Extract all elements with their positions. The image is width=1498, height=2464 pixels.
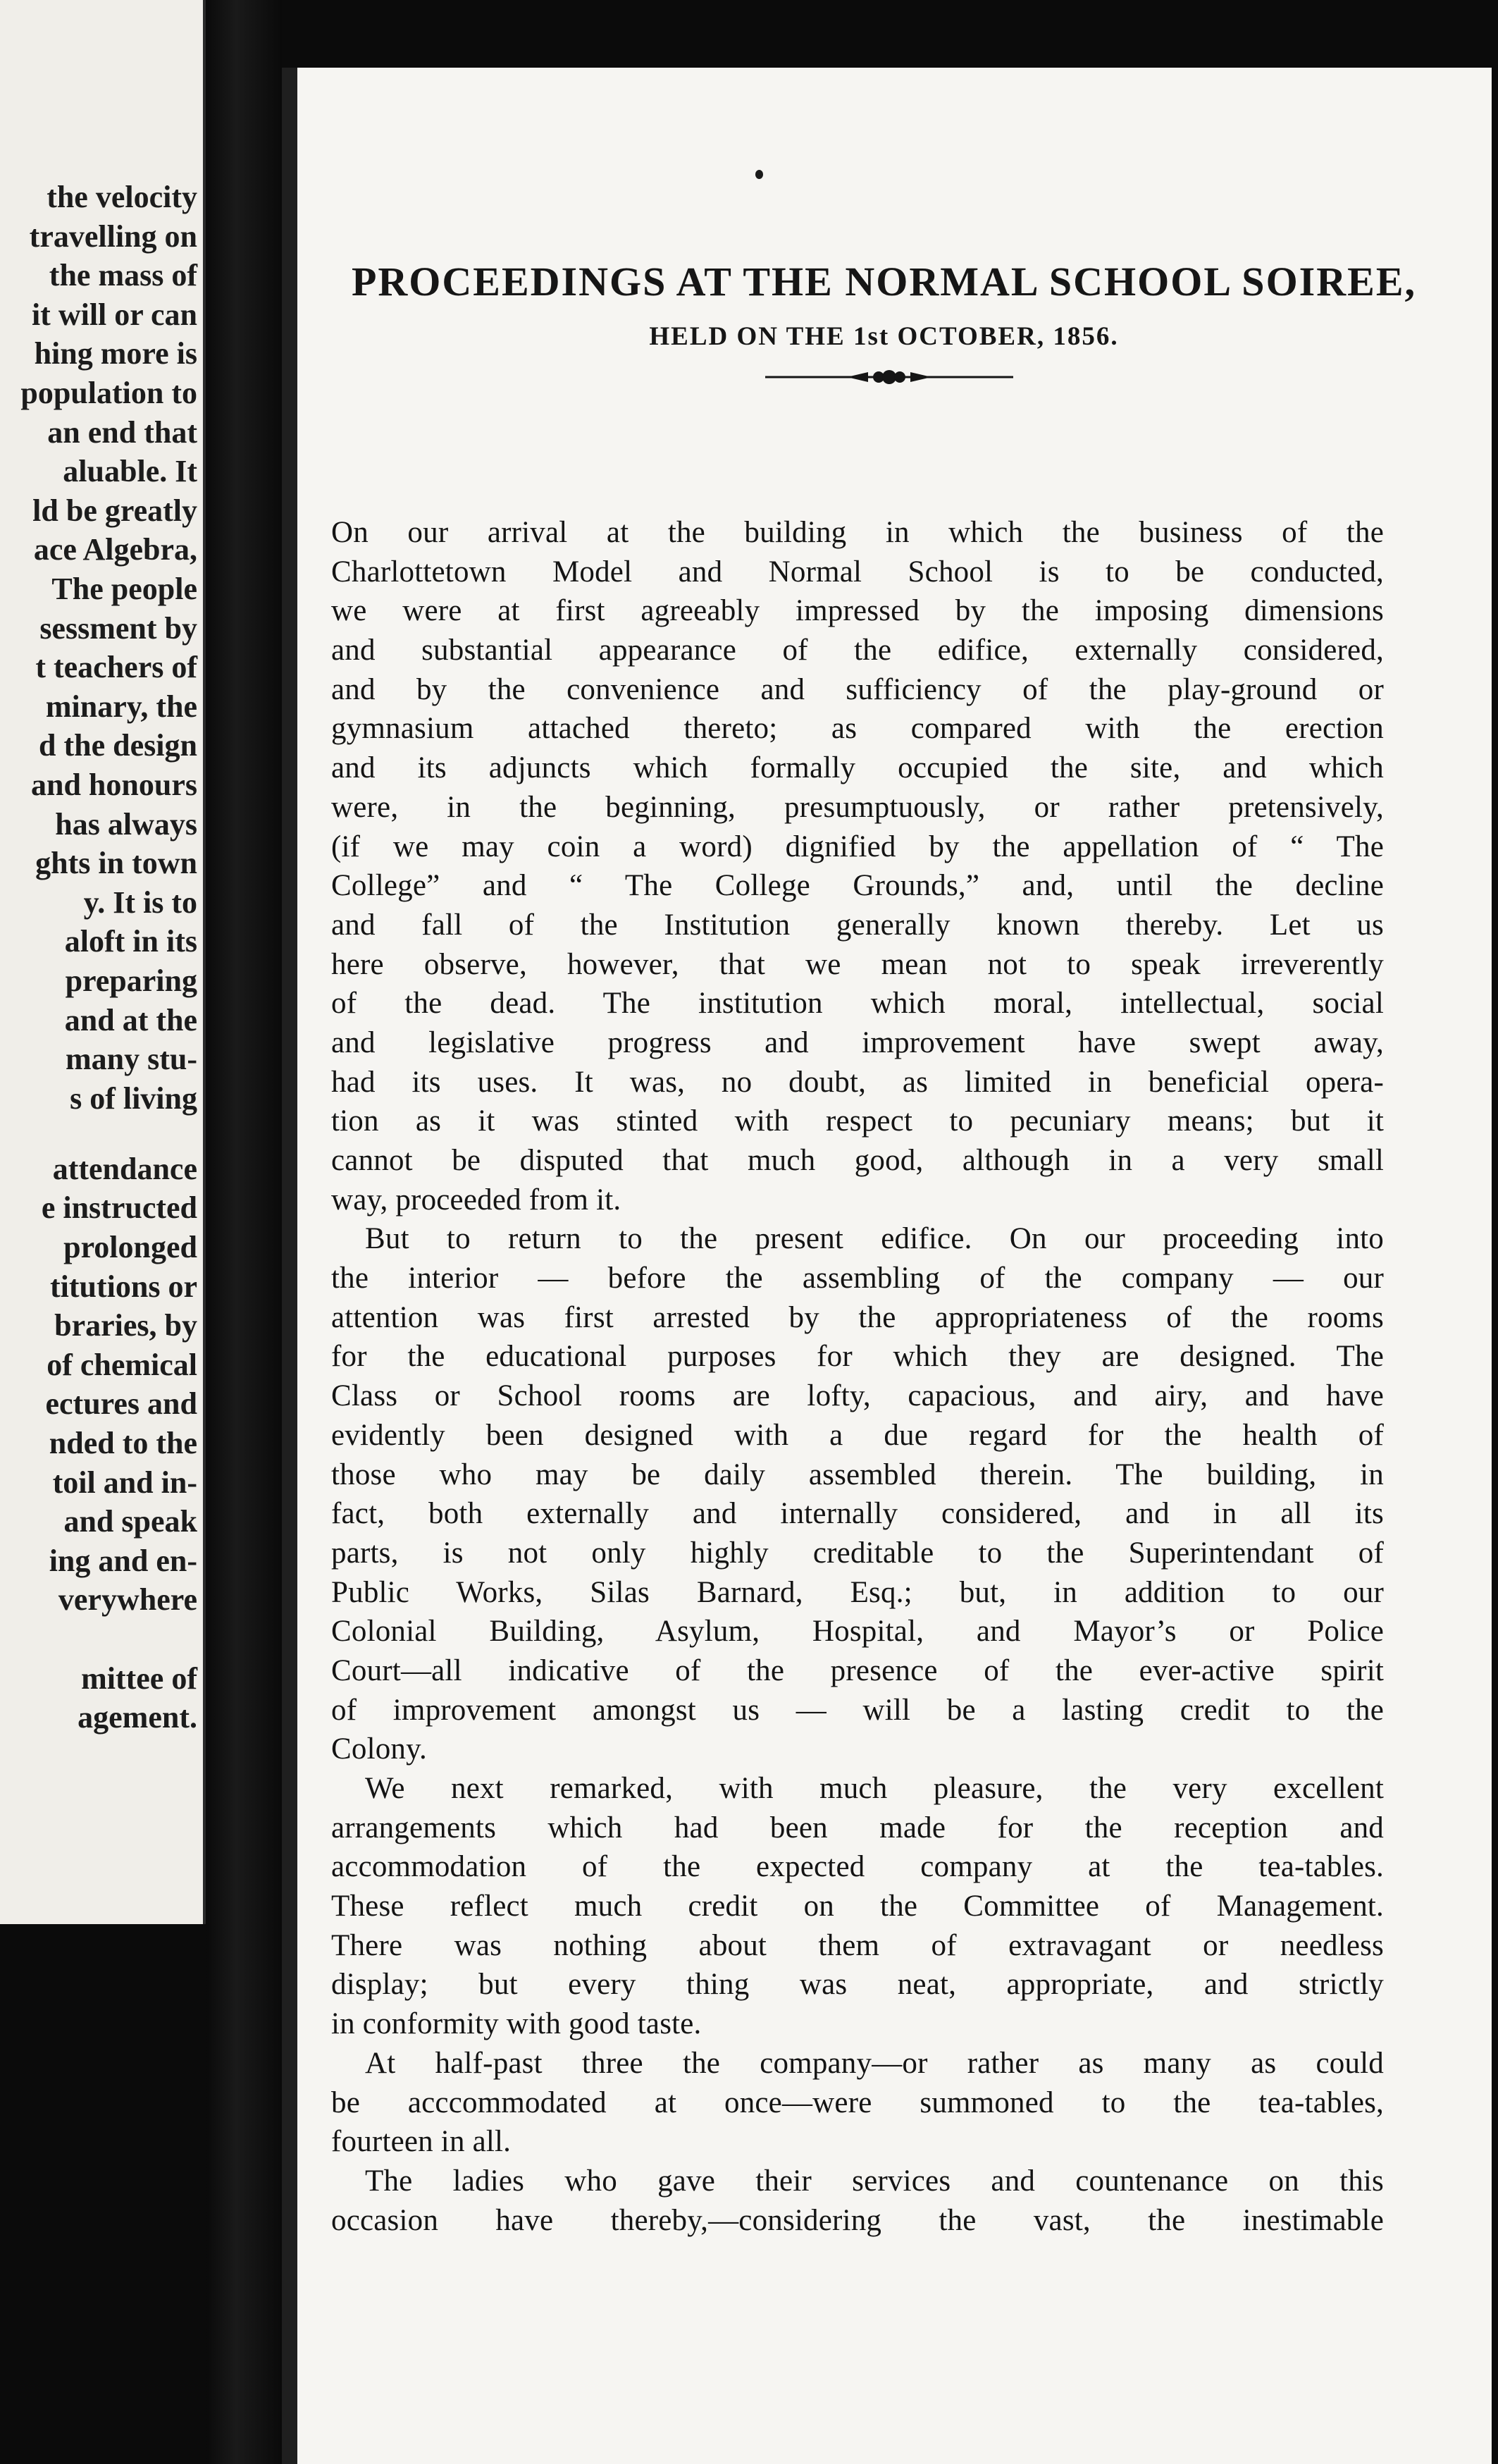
body-line: we were at first agreeably impressed by the imposing dimensions [331, 594, 1384, 628]
body-line: tion as it was stinted with respect to pecuniary means; but it [331, 1104, 1384, 1138]
left-page-line: the velocity [47, 180, 197, 214]
left-page-line: aluable. It [63, 454, 197, 489]
body-line: fourteen in all. [331, 2125, 512, 2159]
left-page-line: an end that [47, 414, 197, 450]
left-page-line: prolonged [63, 1230, 197, 1265]
body-line: in conformity with good taste. [331, 2007, 702, 2041]
body-line: attention was first arrested by the appropriateness of the rooms [331, 1300, 1384, 1334]
left-page-line: s of living [70, 1080, 197, 1116]
left-page-line: minary, the [45, 689, 197, 724]
body-line: and its adjuncts which formally occupied the site, and which [331, 751, 1384, 785]
body-line: parts, is not only highly creditable to the Superintendant of [331, 1536, 1384, 1570]
body-line: But to return to the present edifice. On our proceeding into [365, 1222, 1384, 1256]
left-page-line: titutions or [50, 1269, 197, 1304]
body-line: display; but every thing was neat, appropriate, and strictly [331, 1968, 1384, 2002]
body-line: evidently been designed with a due regard for the health of [331, 1418, 1384, 1452]
body-line: and fall of the Institution generally known thereby. Let us [331, 908, 1384, 942]
body-line: the interior — before the assembling of the company — our [331, 1262, 1384, 1295]
left-page-line: and honours [30, 768, 197, 802]
body-line: Charlottetown Model and Normal School is to be conducted, [331, 555, 1384, 589]
left-page-line: aloft in its [64, 924, 197, 959]
body-line: There was nothing about them of extravagant or needless [331, 1928, 1384, 1962]
left-page-line: the mass of [49, 258, 197, 293]
left-page-line: of chemical [47, 1347, 197, 1382]
left-page-line: toil and in- [52, 1465, 197, 1500]
body-line: those who may be daily assembled therein. The building, in [331, 1458, 1384, 1491]
body-line: for the educational purposes for which they are designed. The [331, 1340, 1384, 1374]
left-page-line: many stu- [65, 1042, 197, 1077]
left-page-line: and speak [63, 1504, 197, 1539]
body-line: and substantial appearance of the edifice, externally considered, [331, 634, 1384, 667]
body-line: had its uses. It was, no doubt, as limited in beneficial opera- [331, 1065, 1384, 1099]
left-page-line: braries, by [54, 1308, 197, 1343]
body-line: On our arrival at the building in which the business of the [331, 516, 1384, 549]
left-page-line: it will or can [31, 297, 197, 332]
body-line: gymnasium attached thereto; as compared with the erection [331, 712, 1384, 746]
ink-dot [755, 170, 763, 179]
book-gutter [206, 0, 282, 2464]
left-page-line: hing more is [34, 336, 197, 371]
body-line: way, proceeded from it. [331, 1183, 621, 1216]
left-page-line: The people [51, 572, 197, 606]
body-line: Class or School rooms are lofty, capacious, and airy, and have [331, 1379, 1384, 1413]
body-line: cannot be disputed that much good, although in a very small [331, 1144, 1384, 1177]
body-line: fact, both externally and internally considered, and in all its [331, 1497, 1384, 1531]
body-line: and legislative progress and improvement have swept away, [331, 1025, 1384, 1059]
body-line: The ladies who gave their services and countenance on this [365, 2164, 1384, 2198]
left-page-line: nded to the [49, 1426, 197, 1461]
body-line: here observe, however, that we mean not to speak irreverently [331, 947, 1384, 981]
left-page-line: e instructed [41, 1190, 197, 1226]
body-line: Court—all indicative of the presence of the ever-active spirit [331, 1653, 1384, 1687]
left-page-line: t teachers of [35, 650, 197, 685]
left-page-line: has always [55, 806, 197, 842]
main-page [282, 68, 1492, 2464]
left-page-line: population to [20, 376, 197, 410]
body-line: occasion have thereby,—considering the vast, the inestimable [331, 2203, 1384, 2237]
body-line: College” and “ The College Grounds,” and, until the decline [331, 869, 1384, 903]
article-title: PROCEEDINGS AT THE NORMAL SCHOOL SOIREE, [351, 259, 1417, 304]
body-line: and by the convenience and sufficiency of the play-ground or [331, 672, 1384, 706]
left-page-line: d the design [39, 728, 197, 763]
body-line: (if we may coin a word) dignified by the appellation of “ The [331, 830, 1384, 863]
article-body [331, 513, 1384, 2240]
body-line: arrangements which had been made for the reception and [331, 1811, 1384, 1844]
left-page-line: y. It is to [83, 885, 197, 920]
left-page-line: sessment by [39, 610, 197, 646]
left-page-line: verywhere [58, 1582, 197, 1618]
left-page-line: ghts in town [35, 846, 197, 881]
body-line: Public Works, Silas Barnard, Esq.; but, in addition to our [331, 1575, 1384, 1609]
body-line: We next remarked, with much pleasure, the very excellent [365, 1772, 1384, 1805]
left-page-line: travelling on [29, 218, 197, 254]
body-line: accommodation of the expected company at the tea-tables. [331, 1850, 1384, 1884]
left-page-line: mittee of [81, 1661, 197, 1696]
body-line: Colonial Building, Asylum, Hospital, and Mayor’s or Police [331, 1615, 1384, 1649]
body-line: of improvement amongst us — will be a lasting credit to the [331, 1693, 1384, 1727]
body-line: These reflect much credit on the Committee of Management. [331, 1890, 1384, 1923]
article-subtitle: HELD ON THE 1st OCTOBER, 1856. [649, 322, 1119, 351]
left-page-line: ace Algebra, [33, 532, 197, 567]
left-page-line: agement. [78, 1700, 197, 1735]
left-facing-page [0, 0, 206, 1924]
body-line: At half-past three the company—or rather as many as could [365, 2046, 1384, 2080]
body-line: be acccommodated at once—were summoned to the tea-tables, [331, 2086, 1384, 2119]
body-line: were, in the beginning, presumptuously, or rather pretensively, [331, 790, 1384, 824]
left-page-line: ing and en- [49, 1543, 197, 1578]
ornament-divider [762, 359, 1016, 395]
left-page-line: ectures and [45, 1386, 197, 1422]
left-page-line: and at the [64, 1002, 197, 1037]
body-line: Colony. [331, 1732, 427, 1766]
left-page-line: attendance [52, 1151, 197, 1186]
left-page-line: ld be greatly [32, 493, 197, 528]
left-page-line: preparing [65, 963, 197, 998]
body-line: of the dead. The institution which moral, intellectual, social [331, 987, 1384, 1021]
